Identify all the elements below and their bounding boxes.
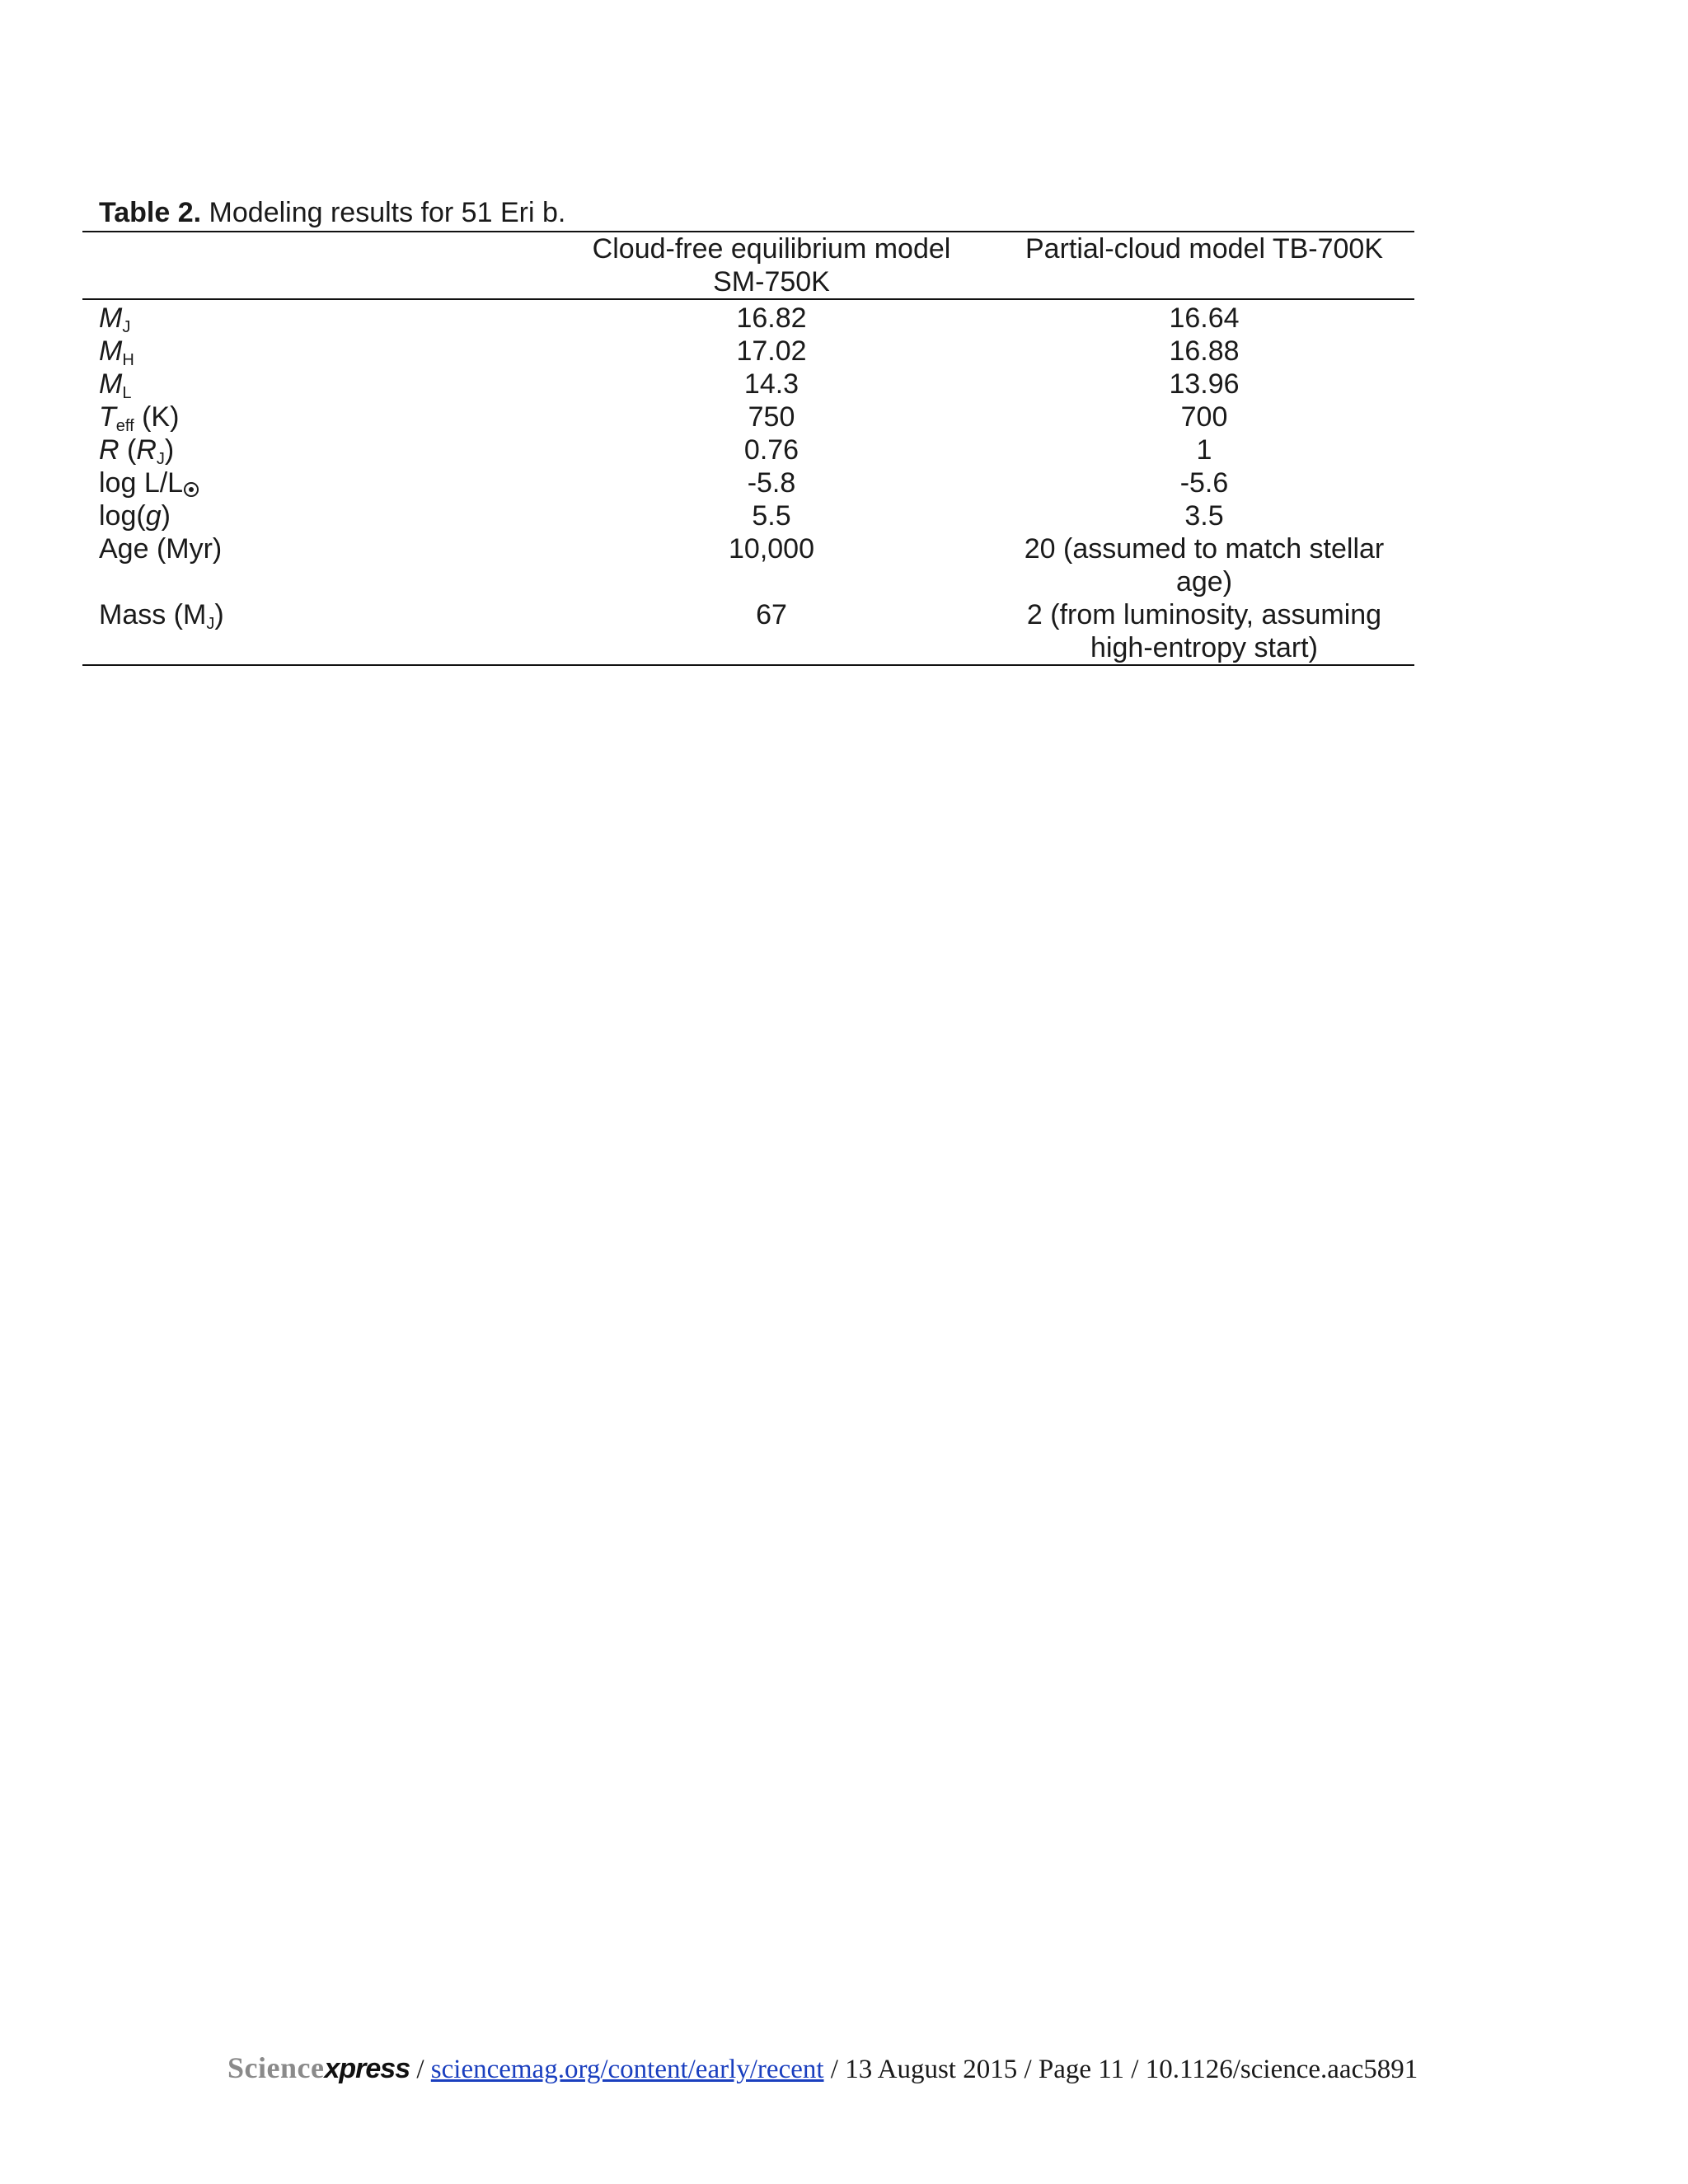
table-cell: -5.8 — [747, 467, 796, 499]
header-cell-partial-cloud: Partial-cloud model TB-700K — [1025, 233, 1384, 265]
science-logo-text: Science — [227, 2051, 325, 2084]
footer-citation: / 13 August 2015 / Page 11 / 10.1126/science.aac5891 — [823, 2055, 1418, 2084]
row-label-mass: Mass $(M_J)$ — [99, 599, 224, 633]
header-cell-empty — [82, 232, 549, 299]
table-cell: 10,000 — [729, 533, 814, 565]
sciencemag-link[interactable]: sciencemag.org/content/early/recent — [430, 2055, 824, 2084]
table-caption-text: Modeling results for 51 Eri b. — [209, 197, 566, 228]
table-cell: 16.88 — [1169, 335, 1240, 367]
row-label-log-g: log(g) — [99, 500, 171, 532]
page-footer: Sciencexpress / sciencemag.org/content/early/recent / 13 August 2015 / Page 11 / 10.1126/science.aac5891 — [227, 2051, 1418, 2084]
table-cell: 13.96 — [1169, 368, 1240, 400]
table-cell: 0.76 — [743, 434, 799, 466]
table-cell: -5.6 — [1179, 467, 1229, 499]
table-cell: 16.82 — [736, 302, 807, 334]
table-cell: 700 — [1180, 401, 1228, 433]
row-label-mh: $M_H$ — [99, 335, 134, 369]
table-cell: 16.64 — [1169, 302, 1240, 334]
table-cell: 20 (assumed to match stellar age) — [1024, 533, 1385, 598]
table-caption — [99, 194, 565, 231]
table-header-row — [82, 232, 1414, 299]
results-table — [82, 231, 1414, 666]
table-row — [82, 401, 1414, 434]
row-label-ml: $M_L$ — [99, 368, 132, 402]
table-row — [82, 598, 1414, 665]
row-label-mj: $M_J$ — [99, 302, 131, 336]
table-row — [82, 499, 1414, 532]
table-row — [82, 434, 1414, 466]
table-row — [82, 299, 1414, 335]
table-cell: 750 — [748, 401, 795, 433]
row-label-radius: R $(R_J)$ — [99, 434, 175, 468]
table-cell: 5.5 — [752, 500, 791, 532]
table-cell: 1 — [1196, 434, 1212, 466]
row-label-age: Age (Myr) — [99, 533, 223, 565]
table-cell: 67 — [756, 599, 787, 630]
table-cell: 14.3 — [743, 368, 799, 400]
table-row — [82, 466, 1414, 499]
express-logo-text: xpress — [324, 2053, 410, 2084]
table-row — [82, 335, 1414, 368]
table-cell: 3.5 — [1184, 500, 1224, 532]
table-row — [82, 368, 1414, 401]
row-label-luminosity: log L/L — [82, 466, 549, 499]
row-label-teff: $T_{eff}$ (K) — [99, 401, 180, 435]
header-cell-cloud-free: Cloud-free equilibrium model SM-750K — [592, 233, 951, 298]
table-cell: 17.02 — [736, 335, 807, 367]
table-row — [82, 532, 1414, 598]
table-cell: 2 (from luminosity, assuming high-entropy start) — [1026, 599, 1382, 663]
table-caption-label: Table 2. — [99, 197, 202, 228]
solar-symbol-icon — [184, 482, 199, 497]
